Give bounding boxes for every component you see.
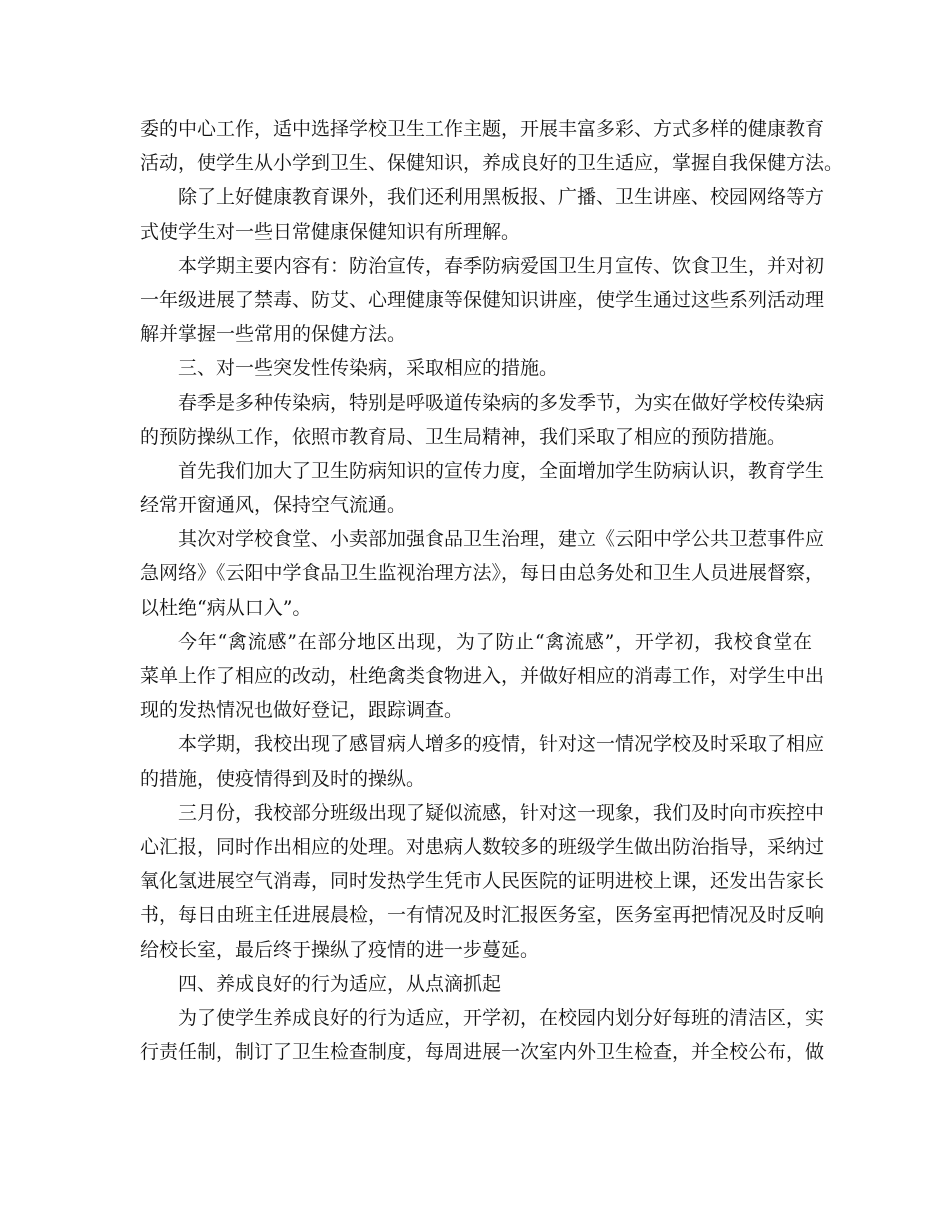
text-line: 以杜绝“病从口入”。: [140, 596, 312, 619]
section-heading: 三、对一些突发性传染病，采取相应的措施。: [178, 357, 559, 380]
text-line: 书，每日由班主任进展晨检，一有情况及时汇报医务室，医务室再把情况及时反响: [140, 904, 825, 927]
text-line: 今年“禽流感”在部分地区出现，为了防止“禽流感”，开学初，我校食堂在: [178, 630, 812, 653]
text-line: 菜单上作了相应的改动，杜绝禽类食物进入，并做好相应的消毒工作，对学生中出: [140, 665, 825, 687]
text-line: 式使学生对一些日常健康保健知识有所理解。: [140, 220, 521, 243]
text-line: 本学期，我校出现了感冒病人增多的疫情，针对这一情况学校及时采取了相应: [178, 733, 825, 756]
text-line: 急网络》《云阳中学食品卫生监视治理方法》，每日由总务处和卫生人员进展督察，: [140, 562, 825, 585]
text-line: 其次对学校食堂、小卖部加强食品卫生治理，建立《云阳中学公共卫惹事件应: [178, 528, 825, 551]
text-line: 三月份，我校部分班级出现了疑似流感，针对这一现象，我们及时向市疾控中: [178, 801, 825, 824]
text-line: 现的发热情况也做好登记，跟踪调查。: [140, 699, 464, 722]
text-line: 首先我们加大了卫生防病知识的宣传力度，全面增加学生防病认识，教育学生: [178, 459, 825, 482]
text-line: 经常开窗通风，保持空气流通。: [140, 494, 407, 517]
text-line: 委的中心工作，适中选择学校卫生工作主题，开展丰富多彩、方式多样的健康教育: [140, 118, 825, 140]
text-line: 心汇报，同时作出相应的处理。对患病人数较多的班级学生做出防治指导，采纳过: [140, 835, 825, 858]
text-line: 行责任制，制订了卫生检查制度，每周进展一次室内外卫生检查，并全校公布，做: [140, 1041, 825, 1064]
text-line: 解并掌握一些常用的保健方法。: [140, 323, 407, 346]
text-line: 活动，使学生从小学到卫生、保健知识，养成良好的卫生适应，掌握自我保健方法。: [140, 152, 844, 175]
text-line: 的措施，使疫情得到及时的操纵。: [140, 767, 426, 790]
text-line: 为了使学生养成良好的行为适应，开学初，在校园内划分好每班的清洁区，实: [178, 1006, 825, 1029]
document-body: [140, 112, 844, 1069]
text-line: 一年级进展了禁毒、防艾、心理健康等保健知识讲座，使学生通过这些系列活动理: [140, 288, 825, 311]
text-line: 春季是多种传染病，特别是呼吸道传染病的多发季节，为实在做好学校传染病: [178, 391, 825, 414]
text-line: 氧化氢进展空气消毒，同时发热学生凭市人民医院的证明进校上课，还发出告家长: [140, 870, 825, 893]
section-heading: 四、养成良好的行为适应，从点滴抓起: [178, 972, 502, 995]
text-line: 除了上好健康教育课外，我们还利用黑板报、广播、卫生讲座、校园网络等方: [178, 186, 825, 209]
text-line: 的预防操纵工作，依照市教育局、卫生局精神，我们采取了相应的预防措施。: [140, 425, 787, 448]
text-line: 本学期主要内容有：防治宣传，春季防病爱国卫生月宣传、饮食卫生，并对初: [178, 254, 825, 277]
text-line: 给校长室，最后终于操纵了疫情的进一步蔓延。: [140, 938, 540, 961]
